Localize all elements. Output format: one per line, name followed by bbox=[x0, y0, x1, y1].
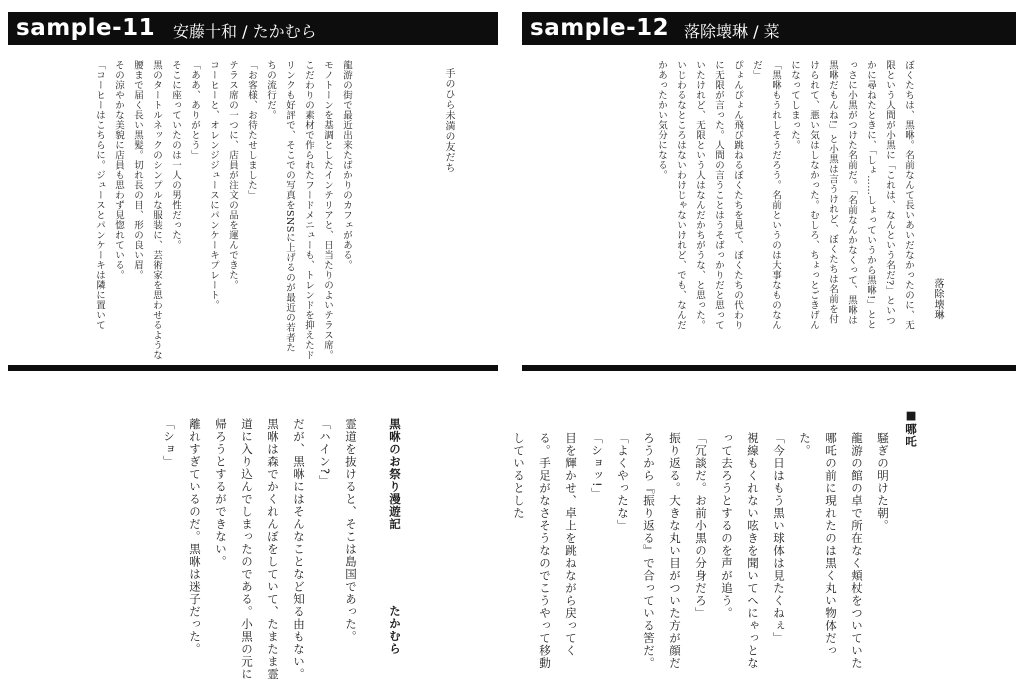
paragraph: 「冗談だ。お前小黒の分身だろ」 bbox=[694, 432, 708, 620]
sample-number: sample-11 bbox=[16, 15, 156, 41]
paragraph: 龍游の街で最近出来たばかりのカフェがある。 bbox=[341, 60, 352, 270]
paragraph: 黒のタートルネックのシンプルな服装に、芸術家を思わせるような腰まで届く長い黒髪。切れ長の目、形の良い眉。 bbox=[132, 60, 162, 360]
paragraph: その涼やかな美貌に店員も思わず見惚れている。 bbox=[113, 60, 124, 280]
story-body bbox=[84, 418, 364, 683]
section-heading: ■哪吒 bbox=[904, 408, 918, 448]
paragraph: 「黒咻もうれしそうだろう。名前というのは大事なものなんだ」 bbox=[751, 60, 781, 330]
story-body bbox=[598, 60, 918, 330]
story-author: たかむら bbox=[388, 605, 402, 655]
paragraph: だが、黒咻にはそんなことなど知る由もない。黒咻は森でかくれんぼをしていて、たまたま霊道に入り込んでしまったのである。小黒の元に帰ろうとするができない。 bbox=[214, 418, 306, 681]
paragraph: 「お客様、お待たせしました」 bbox=[246, 60, 257, 200]
divider-rule bbox=[8, 365, 498, 371]
paragraph: 龍游の館の卓で所在なく頬杖をついていた哪吒の前に現れたのは黒く丸い物体だった。 bbox=[798, 432, 864, 670]
story-title: 黒咻のお祭り漫遊記 bbox=[388, 418, 402, 531]
sample-12-header bbox=[522, 12, 1016, 45]
paragraph: コーヒーと、オレンジジュースにパンケーキプレート。 bbox=[208, 60, 219, 310]
paragraph: こだわりの素材で作られたフードメニューも、トレンドを抑えたドリンクも好評で、そこでの写真をSNSに上げるのが最近の若者たちの流行だ。 bbox=[265, 60, 314, 360]
divider-rule bbox=[522, 365, 1016, 371]
sample-11-header bbox=[8, 12, 498, 45]
paragraph: 騒ぎの明けた朝。 bbox=[876, 432, 890, 532]
paragraph: そこに座っていたのは一人の男性だった。 bbox=[170, 60, 181, 250]
paragraph: 「よくやったな」 bbox=[616, 432, 630, 532]
paragraph: モノトーンを基調としたインテリアと、日当たりのよいテラス席。 bbox=[322, 60, 333, 360]
story-author: 落除壊琳 bbox=[932, 278, 943, 320]
story-title: 手のひら未満の友だち bbox=[443, 68, 454, 173]
sample-credit: 安藤十和 / たかむら bbox=[173, 22, 317, 41]
story-body bbox=[512, 432, 896, 672]
paragraph: ぼくたちは、黒咻。名前なんて長いあいだなかったのに、无限という人間が小黒に「これは、なんという名だ?」といつかに尋ねたときに、「しょ……しょっていうから黒咻!」ととっさに小黒がつけた名前だ。「名前なんかなくって、黒咻は黒咻だもんね!」と小黒は言うけれど、ぼくたちは名前を付けられて、悪い気はしなかった。むしろ、ちょっとごきげんになってしまった。 bbox=[789, 60, 914, 330]
paragraph: 「ああ、ありがとう」 bbox=[189, 60, 200, 160]
sample-number: sample-12 bbox=[530, 15, 670, 41]
paragraph: 「ショッ!」 bbox=[590, 432, 604, 501]
paragraph: 霊道を抜けると、そこは島国であった。 bbox=[344, 418, 358, 643]
paragraph: 「今日はもう黒い球体は見たくねぇ」 bbox=[772, 432, 786, 645]
story-body bbox=[94, 60, 356, 360]
paragraph: 振り返る。大きな丸い目がついた方が顔だろうから『振り返る』で合っている筈だ。 bbox=[642, 432, 682, 670]
paragraph: ぴょんぴょん飛び跳ねるぼくたちを見て、ぼくたちの代わりに无限が言った。人間の言うことはうそばっかりだと思っていたけれど、无限という人はなんだかちがうな、と思った。いじわるなところはないわけじゃないけれど、でも、なんだかあったかい気分になる。 bbox=[656, 60, 743, 330]
paragraph: 「コーヒーはこちらに。ジュースとパンケーキは隣に置いて bbox=[94, 60, 105, 330]
paragraph: テラス席の一つに、店員が注文の品を運んできた。 bbox=[227, 60, 238, 290]
paragraph: 「ハイン?」 bbox=[318, 418, 332, 488]
paragraph: 目を輝かせ、卓上を跳ねながら戻ってくる。手足がなさそうなのでこうやって移動しているとした bbox=[512, 432, 578, 670]
paragraph: 「ショ」 bbox=[162, 418, 176, 468]
paragraph: 視線もくれない呟きを聞いてへにゃっとなって去ろうとするのを声が追う。 bbox=[720, 432, 760, 670]
paragraph: 離れすぎているのだ。黒咻は迷子だった。 bbox=[188, 418, 202, 656]
sample-credit: 落除壊琳 / 菜 bbox=[684, 22, 780, 41]
